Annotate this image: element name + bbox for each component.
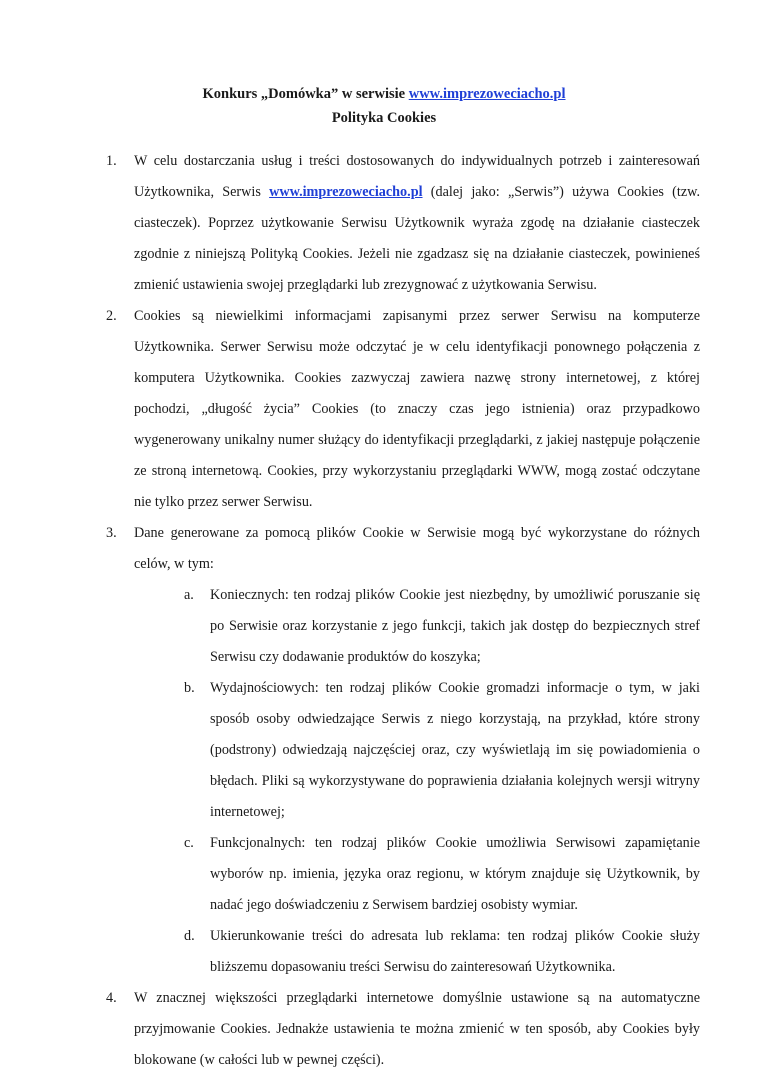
purpose-item-targeting: [184, 921, 700, 983]
item-text-continued: (dalej jako: „Serwis”) używa Cookies (tzw. ciasteczek). Poprzez użytkowanie Serwisu Użytkownik wyraża zgodę na działanie ciasteczek zgodnie z niniejszą Polityką Cookies. Jeżeli nie zgadzasz się na działanie ciasteczek, powinieneś zmienić ustawienia swojej przeglądarki lub zrezygnować z użytkowania Serwisu.: [134, 184, 700, 293]
document-title: [0, 84, 768, 104]
policy-item-4: [106, 983, 700, 1076]
sub-item-letter: b.: [184, 680, 195, 696]
purpose-item-necessary: [184, 580, 700, 673]
item-text: W znacznej większości przeglądarki internetowe domyślnie ustawione są na automatyczne przyjmowanie Cookies. Jednakże ustawienia te można zmienić w ten sposób, aby Cookies były blokowane (w całości lub w pewnej części).: [134, 990, 700, 1068]
policy-list: [106, 146, 700, 1076]
policy-item-3: [106, 518, 700, 983]
policy-item-1: [106, 146, 700, 301]
website-link[interactable]: www.imprezoweciacho.pl: [408, 86, 566, 102]
item-number: 2.: [106, 308, 117, 324]
sub-item-text: Funkcjonalnych: ten rodzaj plików Cookie umożliwia Serwisowi zapamiętanie wyborów np. imienia, języka oraz regionu, w którym znajduje się Użytkownik, by nadać jego doświadczeniu z Serwisem bardziej osobisty wymiar.: [210, 835, 700, 913]
sub-item-letter: a.: [184, 587, 194, 603]
sub-item-text: Koniecznych: ten rodzaj plików Cookie jest niezbędny, by umożliwić poruszanie się po Serwisie oraz korzystanie z jego funkcji, takich jak dostęp do bezpiecznych stref Serwisu czy dodawanie produktów do koszyka;: [210, 587, 700, 665]
item-number: 1.: [106, 153, 117, 169]
cookie-purposes-list: [134, 580, 700, 983]
purpose-item-functional: [184, 828, 700, 921]
item-text: W celu dostarczania usług i treści dostosowanych do indywidualnych potrzeb i zainteresowań Użytkownika, Serwis: [134, 153, 700, 200]
document-subtitle: Polityka Cookies: [331, 110, 437, 126]
item-text: Dane generowane za pomocą plików Cookie w Serwisie mogą być wykorzystane do różnych celów, w tym:: [134, 525, 700, 572]
item-number: 4.: [106, 990, 117, 1006]
purpose-item-performance: [184, 673, 700, 828]
item-number: 3.: [106, 525, 117, 541]
item-text: Cookies są niewielkimi informacjami zapisanymi przez serwer Serwisu na komputerze Użytkownika. Serwer Serwisu może odczytać je w celu identyfikacji ponownego połączenia z komputera Użytkownika. Cookies zazwyczaj zawiera nazwę strony internetowej, z której pochodzi, „długość życia” Cookies (to znaczy czas jego istnienia) oraz przypadkowo wygenerowany unikalny numer służący do identyfikacji przeglądarki, z jakiej następuje połączenie ze stroną internetową. Cookies, przy wykorzystaniu przeglądarki WWW, mogą zostać odczytane nie tylko przez serwer Serwisu.: [134, 308, 700, 510]
document-title-text: Konkurs „Domówka” w serwisie: [202, 86, 409, 102]
sub-item-letter: c.: [184, 835, 194, 851]
sub-item-letter: d.: [184, 928, 195, 944]
sub-item-text: Wydajnościowych: ten rodzaj plików Cookie gromadzi informacje o tym, w jaki sposób osoby odwiedzające Serwis z niego korzystają, na przykład, które strony (podstrony) odwiedzają najczęściej oraz, czy wyświetlają im się powiadomienia o błędach. Pliki są wykorzystywane do poprawienia działania kolejnych wersji witryny internetowej;: [210, 680, 700, 820]
sub-item-text: Ukierunkowanie treści do adresata lub reklama: ten rodzaj plików Cookie służy bliższemu dopasowaniu treści Serwisu do zainteresowań Użytkownika.: [210, 928, 700, 975]
website-link-inline[interactable]: www.imprezoweciacho.pl: [269, 184, 423, 200]
policy-item-2: [106, 301, 700, 518]
